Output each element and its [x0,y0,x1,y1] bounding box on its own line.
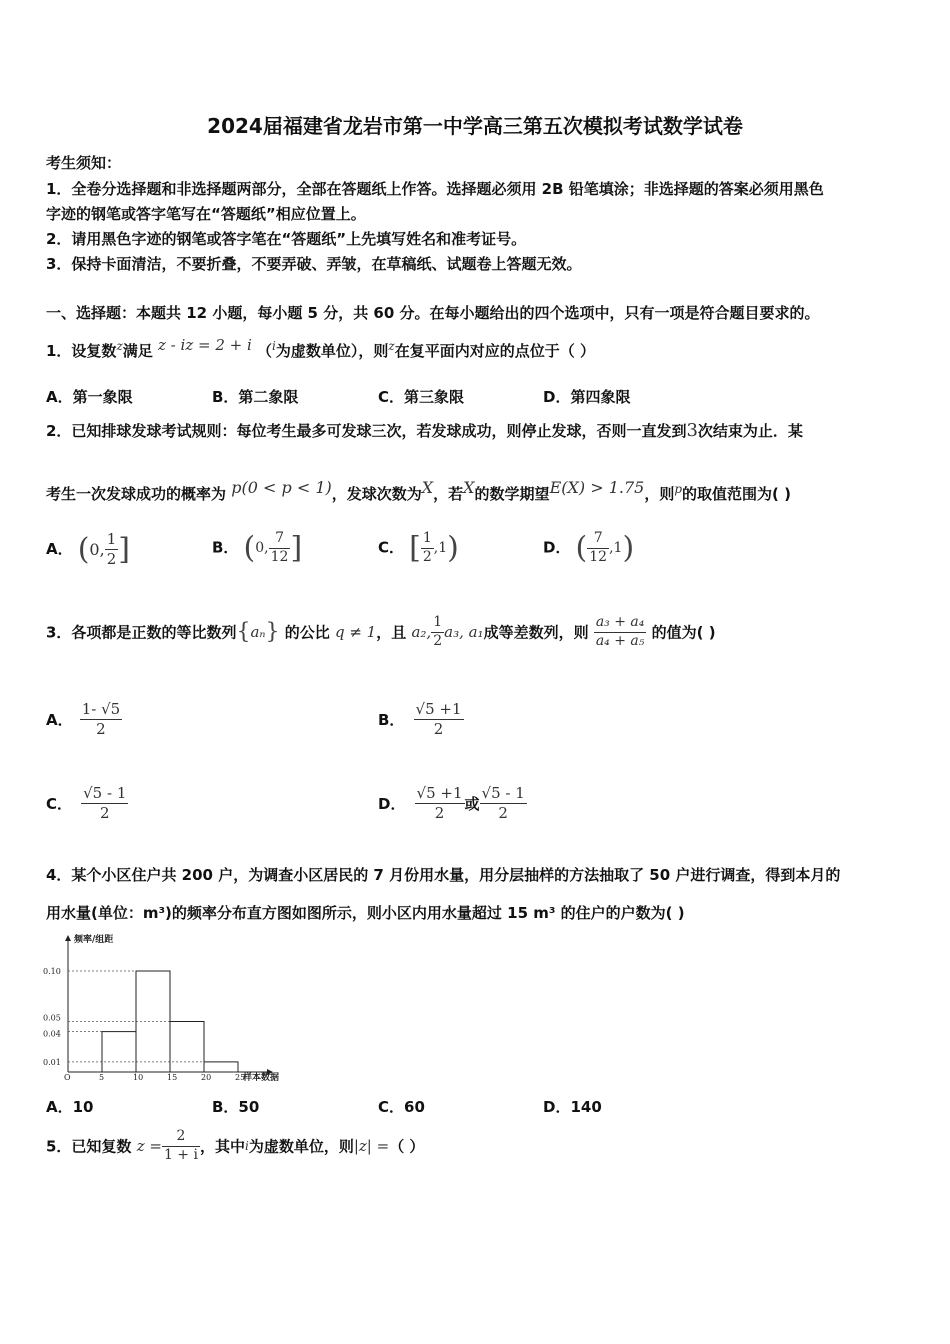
q2-option-b[interactable]: B． (0, $\frac{7}{12}$ ] [212,530,303,566]
q1-var-z-2: z [388,339,395,353]
q3-text-1: 3．各项都是正数的等比数列 [46,623,237,642]
x-tick-label: 25 [235,1073,246,1082]
q3-half: $\frac{1}{2}$ [433,614,443,649]
q1-text-1: 1．设复数 [46,342,117,360]
question-3: 3．各项都是正数的等比数列{aₙ} 的公比 q ≠ 1，且 a₂, $\frac{1}{2}$ a₃, a₁成等差数列，则 $\frac{\text{a₃ + a₄}}{\text{a₄ + a₅}}$ 的值为( ) [46,614,716,649]
q3-option-b-fraction: $\frac{√5 +1}{2}$ [415,700,462,738]
question-4-line-2: 用水量(单位：m³)的频率分布直方图如图所示，则小区内用水量超过 15 m³ 的住户的户数为( ) [46,904,685,922]
q5-text-3: 为虚数单位，则 [248,1137,354,1156]
y-tick-label: 0.01 [43,1057,61,1067]
q1-option-d[interactable]: D．第四象限 [543,388,631,406]
q2-option-c[interactable]: C． [ $\frac{1}{2}$ ,1) [378,530,459,566]
question-2-line-2 [46,478,791,504]
q2-expectation: E(X) > 1.75 [549,478,645,497]
q3-text-2: 的公比 [284,623,330,642]
y-tick-label: 0.05 [43,1013,61,1023]
q2-var-x-2: X [463,478,475,497]
x-tick-label: 5 [99,1073,105,1082]
q3-sequence: aₙ [250,623,266,641]
q4-option-a[interactable]: A．10 [46,1098,94,1116]
histogram-bar [170,1022,204,1073]
q2-option-a-fraction: $\frac{1}{2}$ [106,530,117,568]
q1-text-3: （ [257,342,273,360]
q5-text-4: （ ） [389,1137,425,1156]
q3-option-a-fraction: $\frac{1- √5}{2}$ [81,700,121,738]
notice-item-1-line-2: 字迹的钢笔或答字笔写在“答题纸”相应位置上。 [46,205,366,223]
notice-heading: 考生须知： [46,154,122,172]
notice-item-2: 2．请用黑色字迹的钢笔或答字笔在“答题纸”上先填写姓名和准考证号。 [46,230,527,248]
q4-option-c[interactable]: C．60 [378,1098,425,1116]
q3-text-3: ，且 [376,623,407,642]
histogram-bar [102,1032,136,1072]
q2-text-1-end: 次结束为止．某 [697,422,803,440]
q5-fraction: $\frac{2}{1 + i}$ [163,1128,198,1163]
q5-abs-z: |z| = [353,1137,390,1155]
q3-text-4: 成等差数列，则 [483,623,589,642]
q2-option-d-right: ,1 [609,540,623,556]
q2-text-1: 2．已知排球发球考试规则：每位考生最多可发球三次，若发球成功，则停止发球，否则一直发到 [46,422,687,440]
q2-text-4: ，若 [433,485,464,503]
q3-target-fraction: $\frac{\text{a₃ + a₄}}{\text{a₄ + a₅}}$ [595,614,645,649]
q2-option-a[interactable]: A． (0, $\frac{1}{2}$ ] [46,530,130,568]
q2-text-5: 的数学期望 [474,485,550,503]
question-1 [46,336,595,361]
q1-text-2: 满足 [122,342,153,360]
q1-equation: z - iz = 2 + i [158,336,252,354]
histogram-chart [40,930,300,1085]
q1-var-i: i [272,339,276,353]
q3-option-d-or: 或 [464,794,480,813]
q5-text-2: ，其中 [199,1137,245,1156]
q2-option-d[interactable]: D． ( $\frac{7}{12}$ ,1) [543,530,635,566]
section-heading: 一、选择题：本题共 12 小题，每小题 5 分，共 60 分。在每小题给出的四个选项中，只有一项是符合题目要求的。 [46,304,820,322]
q3-seq-2: a₃, a₁ [444,623,484,641]
q3-option-a[interactable]: A． $\frac{1- √5}{2}$ [46,700,121,738]
q3-text-5: 的值为( ) [651,623,716,642]
q2-option-c-right: ,1 [433,540,448,556]
x-tick-label: 15 [167,1073,178,1082]
q2-option-c-label: C． [378,538,405,557]
q2-option-d-fraction: $\frac{7}{12}$ [589,530,608,565]
notice-item-3: 3．保持卡面清洁，不要折叠，不要弄破、弄皱，在草稿纸、试题卷上答题无效。 [46,255,582,273]
x-axis-label: 样本数据 [243,1073,280,1083]
q4-option-b[interactable]: B．50 [212,1098,260,1116]
notice-item-1-line-1: 1．全卷分选择题和非选择题两部分，全部在答题纸上作答。选择题必须用 2B 铅笔填涂；非选择题的答案必须用黑色 [46,180,824,198]
q2-p-range: p(0 < p < 1) [231,478,332,497]
q2-option-d-label: D． [543,538,571,557]
page-title: 2024届福建省龙岩市第一中学高三第五次模拟考试数学试卷 [207,114,743,138]
q5-text-1: 5．已知复数 [46,1137,132,1156]
q3-option-c[interactable]: C． $\frac{√5 - 1}{2}$ [46,784,127,822]
q3-option-c-fraction: $\frac{√5 - 1}{2}$ [83,784,127,822]
q2-text-7: 的取值范围为( ) [682,485,791,503]
q3-ratio: q ≠ 1 [334,623,377,641]
q2-option-b-label: B． [212,538,239,557]
q2-text-3: ，发球次数为 [331,485,422,503]
y-tick-label: 0.10 [43,967,61,976]
q1-var-z: z [116,339,123,353]
q5-var-z: z = [136,1137,162,1155]
q2-option-b-fraction: $\frac{7}{12}$ [270,530,289,565]
q2-option-a-label: A． [46,539,73,558]
x-tick-label: O [64,1073,71,1082]
x-tick-label: 10 [133,1073,144,1082]
q2-option-c-fraction: $\frac{1}{2}$ [422,530,432,565]
q2-var-x: X [421,478,434,497]
q3-option-d-fraction-1: $\frac{√5 +1}{2}$ [416,784,463,822]
q3-option-d-fraction-2: $\frac{√5 - 1}{2}$ [481,784,525,822]
y-axis-label: 频率/组距 [74,935,114,945]
q5-var-i: i [244,1139,249,1153]
q2-option-b-left: 0, [255,540,269,556]
q1-option-b[interactable]: B．第二象限 [212,388,299,406]
q3-option-d[interactable]: D． $\frac{√5 +1}{2}$ 或 $\frac{√5 - 1}{2}$ [378,784,525,822]
question-4-line-1: 4．某个小区住户共 200 户，为调查小区居民的 7 月份用水量，用分层抽样的方法抽取了 50 户进行调查，得到本月的 [46,866,841,884]
y-tick-label: 0.04 [43,1029,61,1039]
q2-var-p: p [674,482,683,496]
q1-text-4: 为虚数单位），则 [275,342,389,360]
q2-option-a-left: 0, [89,539,105,559]
question-5 [46,1128,424,1164]
q1-option-c[interactable]: C．第三象限 [378,388,465,406]
q2-num-3: 3 [686,420,698,441]
q1-option-a[interactable]: A．第一象限 [46,388,133,406]
q3-option-b[interactable]: B． $\frac{√5 +1}{2}$ [378,700,462,738]
q4-option-d[interactable]: D．140 [543,1098,602,1116]
q2-text-2: 考生一次发球成功的概率为 [46,485,227,503]
q1-text-5: 在复平面内对应的点位于（ ） [394,342,595,360]
q2-text-6: ，则 [644,485,675,503]
question-2-line-1 [46,420,803,441]
x-tick-label: 20 [201,1073,212,1082]
q3-seq-1: a₂, [411,623,432,641]
q2-option-a-bracket: ( [77,531,90,567]
histogram-bar [204,1062,238,1072]
